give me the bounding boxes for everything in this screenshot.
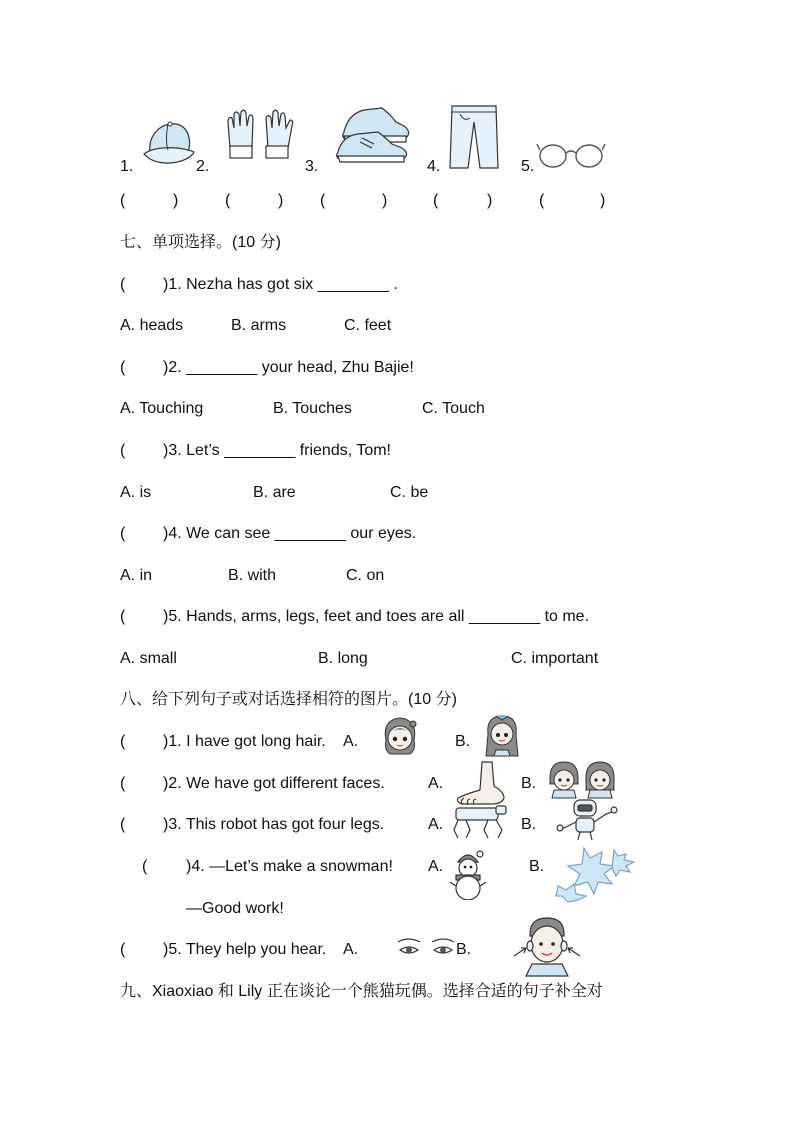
- four-legged-robot-icon: [448, 804, 508, 840]
- option-a: A. in: [120, 567, 153, 584]
- question-bracket[interactable]: (: [120, 276, 126, 293]
- option-b: B. Touches: [273, 400, 352, 417]
- question-bracket[interactable]: (: [120, 733, 126, 750]
- question-bracket[interactable]: (: [120, 775, 126, 792]
- option-a: A. is: [120, 484, 152, 501]
- answer-blank-5-close[interactable]: ): [600, 192, 606, 209]
- option-a-label: A.: [343, 941, 359, 958]
- option-c: C. Touch: [422, 400, 485, 417]
- question-bracket[interactable]: (: [120, 608, 126, 625]
- answer-blank-5-open: (: [539, 192, 545, 209]
- option-b-label: B.: [521, 775, 537, 792]
- question-text: )3. This robot has got four legs.: [163, 816, 385, 833]
- item-number-3: 3.: [305, 158, 319, 175]
- question-bracket[interactable]: (: [120, 816, 126, 833]
- question-bracket[interactable]: (: [120, 525, 126, 542]
- gloves-icon: [220, 108, 300, 162]
- option-a-label: A.: [428, 816, 444, 833]
- girl-short-hair-icon: [380, 714, 420, 762]
- answer-blank-2-close[interactable]: ): [278, 192, 284, 209]
- boy-ears-icon: [512, 916, 582, 978]
- item-number-2: 2.: [196, 158, 210, 175]
- option-a-label: A.: [428, 775, 444, 792]
- answer-blank-3-close[interactable]: ): [382, 192, 388, 209]
- girl-long-hair-icon: [482, 712, 522, 758]
- question-text: )1. Nezha has got six ________ .: [163, 276, 398, 293]
- answer-blank-1-open: (: [120, 192, 126, 209]
- item-number-1: 1.: [120, 158, 134, 175]
- option-b-label: B.: [529, 858, 545, 875]
- option-b: B. long: [318, 650, 368, 667]
- snowman-icon: [448, 848, 488, 900]
- question-bracket[interactable]: (: [120, 359, 126, 376]
- option-b-label: B.: [455, 733, 471, 750]
- reply-text: —Good work!: [186, 900, 284, 917]
- option-b-label: B.: [521, 816, 537, 833]
- option-c: C. important: [511, 650, 599, 667]
- option-b-label: B.: [456, 941, 472, 958]
- question-bracket[interactable]: (: [120, 442, 126, 459]
- option-b: B. with: [228, 567, 277, 584]
- question-text: )2. ________ your head, Zhu Bajie!: [163, 359, 414, 376]
- question-text: )5. They help you hear.: [163, 941, 327, 958]
- answer-blank-4-open: (: [433, 192, 439, 209]
- question-text: )3. Let’s ________ friends, Tom!: [163, 442, 391, 459]
- section-7-heading: 七、单项选择。(10 分): [120, 234, 281, 251]
- section-9-heading: 九、Xiaoxiao 和 Lily 正在谈论一个熊猫玩偶。选择合适的句子补全对: [120, 983, 603, 1000]
- two-faces-icon: [548, 760, 616, 800]
- answer-blank-2-open: (: [225, 192, 231, 209]
- question-bracket[interactable]: (: [142, 858, 148, 875]
- option-a-label: A.: [428, 858, 444, 875]
- question-text: )5. Hands, arms, legs, feet and toes are all ________ to me.: [163, 608, 590, 625]
- option-a-label: A.: [343, 733, 359, 750]
- item-number-4: 4.: [427, 158, 441, 175]
- answer-blank-3-open: (: [320, 192, 326, 209]
- trousers-icon: [446, 104, 502, 170]
- question-text: )2. We have got different faces.: [163, 775, 385, 792]
- answer-blank-1-close[interactable]: ): [173, 192, 179, 209]
- humanoid-robot-icon: [556, 798, 620, 842]
- eyes-icon: [396, 936, 456, 958]
- option-c: C. be: [390, 484, 429, 501]
- answer-blank-4-close[interactable]: ): [487, 192, 493, 209]
- option-a: A. heads: [120, 317, 184, 334]
- question-text: )1. I have got long hair.: [163, 733, 326, 750]
- option-a: A. small: [120, 650, 177, 667]
- sneakers-icon: [334, 104, 414, 166]
- glasses-icon: [536, 138, 606, 170]
- foot-icon: [452, 760, 508, 806]
- question-bracket[interactable]: (: [120, 941, 126, 958]
- option-a: A. Touching: [120, 400, 204, 417]
- question-text: )4. We can see ________ our eyes.: [163, 525, 417, 542]
- cap-icon: [140, 116, 198, 172]
- option-b: B. are: [253, 484, 296, 501]
- option-c: C. on: [346, 567, 385, 584]
- section-8-heading: 八、给下列句子或对话选择相符的图片。(10 分): [120, 691, 457, 708]
- question-text: )4. —Let’s make a snowman!: [186, 858, 393, 875]
- melted-snowman-icon: [554, 846, 638, 904]
- item-number-5: 5.: [521, 158, 535, 175]
- option-c: C. feet: [344, 317, 392, 334]
- option-b: B. arms: [231, 317, 287, 334]
